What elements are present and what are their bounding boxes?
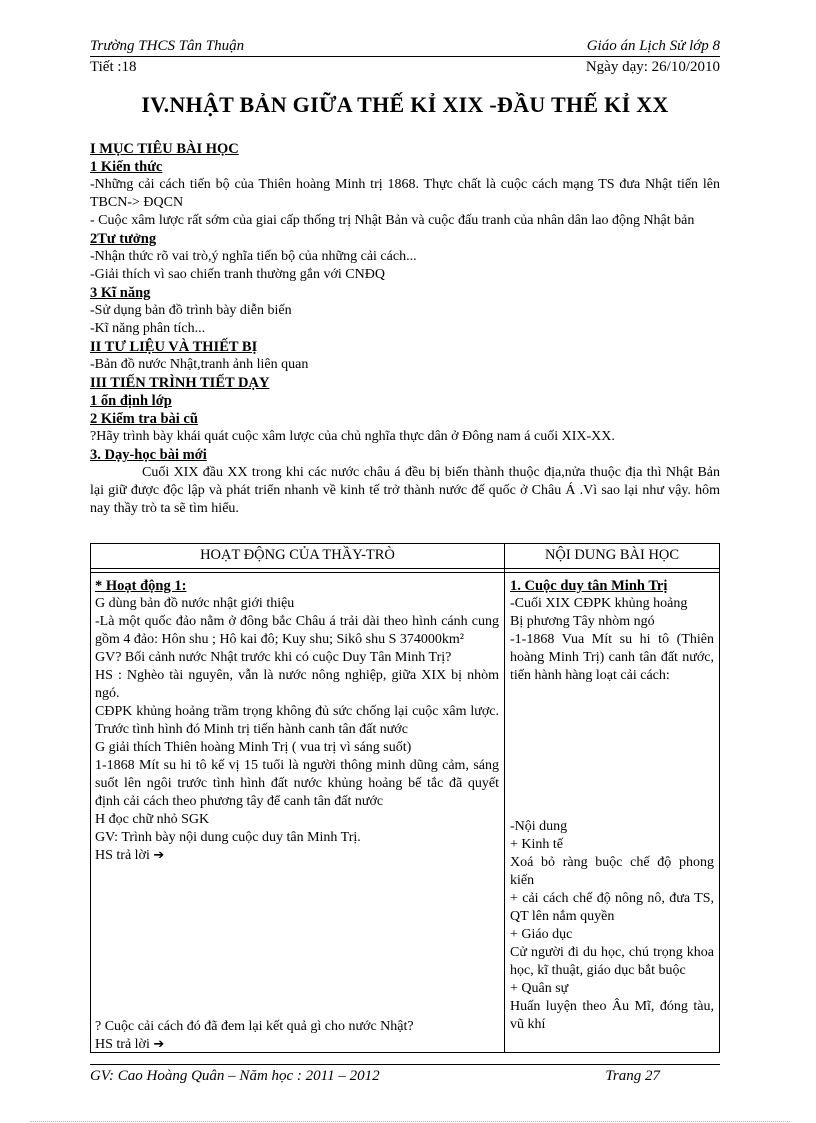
page-title: IV.NHẬT BẢN GIỮA THẾ KỈ XIX -ĐẦU THẾ KỈ XX [141, 92, 669, 117]
column-header-content: NỘI DUNG BÀI HỌC [544, 547, 680, 563]
content-line: Huấn luyện theo Âu Mĩ, đóng tàu, vũ khí [510, 999, 714, 1032]
table-header-rule [91, 568, 719, 569]
table-header-rule-double [91, 572, 719, 573]
activity-line: G giải thích Thiên hoàng Minh Trị ( vua trị vì sáng suốt) [95, 740, 412, 755]
lesson-table [90, 543, 720, 1053]
subsection-skills: 3 Kĩ năng [90, 285, 151, 301]
lesson-number: Tiết :18 [90, 59, 137, 75]
school-name: Trường THCS Tân Thuận [90, 38, 245, 54]
page-bottom-rule [30, 1121, 790, 1122]
subsection-new-lesson: 3. Dạy-học bài mới [90, 447, 207, 463]
activity-line [95, 1036, 499, 1054]
subsection-class-setup: 1 ổn định lớp [90, 393, 172, 409]
skills-item-2: -Kĩ năng phân tích... [90, 321, 206, 336]
activity-line: H đọc chữ nhỏ SGK [95, 812, 210, 827]
thinking-item-1: -Nhận thức rõ vai trò,ý nghĩa tiến bộ của những cải cách... [90, 249, 417, 264]
column-header-activities: HOẠT ĐỘNG CỦA THẦY-TRÒ [200, 547, 395, 563]
materials-item-1: -Bản đồ nước Nhật,tranh ảnh liên quan [90, 357, 309, 372]
section-materials: II TƯ LIỆU VÀ THIẾT BỊ [90, 339, 258, 355]
content-line: Bị phương Tây nhòm ngó [510, 614, 655, 629]
thinking-item-2: -Giải thích vì sao chiến tranh thường gắn với CNĐQ [90, 267, 385, 282]
student-answer-label: HS trả lời [95, 1037, 150, 1052]
content-line: + Giáo dục [510, 927, 573, 942]
subsection-review: 2 Kiểm tra bài cũ [90, 411, 198, 427]
content-line: -Cuối XIX CĐPK khủng hoảng [510, 596, 688, 611]
content-line: + cải cách chế độ nông nô, đưa TS, QT lên nắm quyền [510, 891, 714, 924]
content-line: -Nội dung [510, 819, 568, 834]
content-line: + Quân sự [510, 981, 569, 996]
new-lesson-intro: Cuối XIX đầu XX trong khi các nước châu á đều bị biến thành thuộc địa,nửa thuộc địa thì Nhật Bản lại giữ được độc lập và phát triển nhanh về kinh tế trở thành nước đế quốc ở Châu Á .Vì sao lại như vậy. hôm nay thầy trò ta sẽ tìm hiểu. [90, 465, 720, 516]
right-arrow-icon: ➔ [153, 848, 165, 863]
activity-line: CĐPK khủng hoảng trầm trọng không đủ sức chống lại cuộc xâm lược. Trước tình hình đó Minh trị tiến hành canh tân đất nước [95, 704, 499, 737]
table-column-divider [504, 544, 505, 1052]
activity-line: ? Cuộc cải cách đó đã đem lại kết quả gì cho nước Nhật? [95, 1019, 414, 1034]
subsection-thinking: 2Tư tưởng [90, 231, 157, 247]
activities-column-bottom [95, 1018, 499, 1054]
teaching-date: Ngày dạy: 26/10/2010 [585, 59, 720, 75]
activity-line: GV? Bối cảnh nước Nhật trước khi có cuộc Duy Tân Minh Trị? [95, 650, 452, 665]
page-number: Trang 27 [605, 1068, 660, 1084]
header-rule [90, 56, 720, 57]
activities-column [95, 577, 499, 865]
activity-line: HS : Nghèo tài nguyên, vẫn là nước nông nghiệp, giữa XIX bị nhòm ngó. [95, 668, 499, 701]
content-line: -1-1868 Vua Mít su hi tô (Thiên hoàng Minh Trị) canh tân đất nước, tiến hành hàng loạt cải cách: [510, 632, 714, 683]
student-answer-label: HS trả lời [95, 848, 150, 863]
content-line: Cử người đi du học, chú trọng khoa học, kĩ thuật, giáo dục bắt buộc [510, 945, 714, 978]
subject-name: Giáo án Lịch Sử lớp 8 [586, 38, 720, 54]
knowledge-item-1: -Những cải cách tiến bộ của Thiên hoàng Minh trị 1868. Thực chất là cuộc cách mạng TS đưa Nhật tiến lên TBCN-> ĐQCN [90, 177, 720, 210]
lesson-body [90, 140, 720, 518]
knowledge-item-2: - Cuộc xâm lược rất sớm của giai cấp thống trị Nhật Bản và cuộc đấu tranh của nhân dân lao động Nhật bản [90, 213, 695, 228]
skills-item-1: -Sử dụng bản đồ trình bày diễn biến [90, 303, 292, 318]
footer-rule [90, 1064, 720, 1065]
activity-line [95, 847, 499, 865]
content-heading-meiji: 1. Cuộc duy tân Minh Trị [510, 578, 668, 594]
subsection-knowledge: 1 Kiến thức [90, 159, 163, 175]
section-procedure: III TIẾN TRÌNH TIẾT DẠY [90, 375, 270, 391]
content-column-bottom [510, 818, 714, 1034]
activity-1-heading: * Hoạt động 1: [95, 578, 187, 594]
right-arrow-icon: ➔ [153, 1037, 165, 1052]
activity-line: GV: Trình bày nội dung cuộc duy tân Minh Trị. [95, 830, 361, 845]
content-line: Xoá bỏ ràng buộc chế độ phong kiến [510, 855, 714, 888]
activity-line: -Là một quốc đảo nằm ở đông bắc Châu á trải dài theo hình cánh cung gồm 4 đảo: Hôn shu ; Hô kai đô; Kuy shu; Sikô shu S 374000km² [95, 614, 499, 647]
review-question: ?Hãy trình bày khái quát cuộc xâm lược của chủ nghĩa thực dân ở Đông nam á cuối XIX-XX. [90, 429, 615, 444]
section-objectives: I MỤC TIÊU BÀI HỌC [90, 141, 239, 157]
content-column-top [510, 577, 714, 685]
activity-line: G dùng bản đồ nước nhật giới thiệu [95, 596, 295, 611]
content-line: + Kinh tế [510, 837, 563, 852]
footer-teacher: GV: Cao Hoàng Quân – Năm học : 2011 – 2012 [90, 1068, 380, 1084]
activity-line: 1-1868 Mít su hi tô kế vị 15 tuổi là người thông minh dũng cảm, sáng suốt lên ngôi trước tình hình đất nước khủng hoảng bế tắc đã quyết định cải cách theo phương tây để canh tân đất nước [95, 758, 499, 809]
